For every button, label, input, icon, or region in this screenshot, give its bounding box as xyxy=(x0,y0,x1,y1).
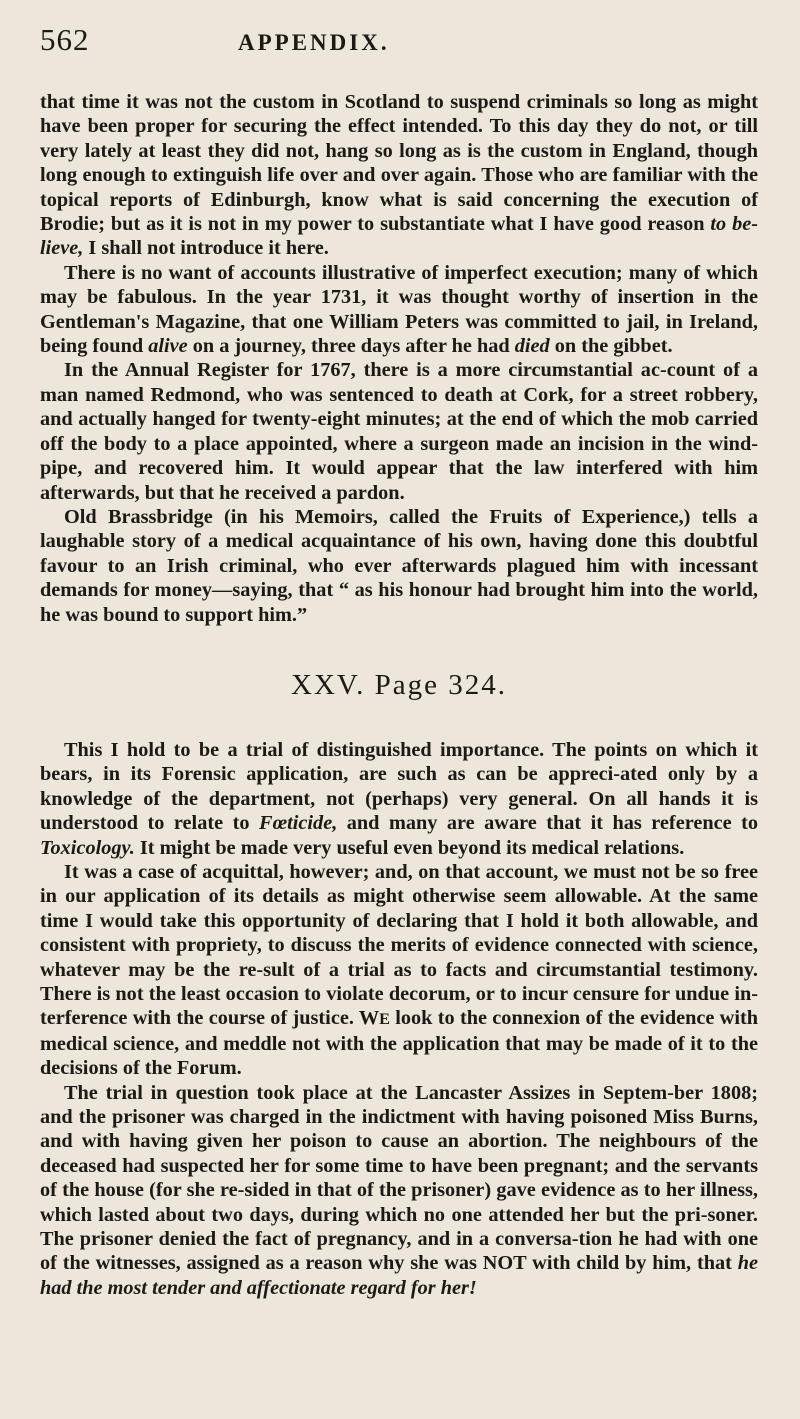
text-segment: It was a case of acquittal, however; and, on that account, we must not be so free in our application of its details as might otherwise seem allowable. At the same time I would take this opportunity of declaring that I hold it both allowable, and consistent with propriety, to discuss the merits of evidence connected with science, whatever may be the re-sult of a trial as to facts and circumstantial testimony. There is not the least occasion to violate decorum, or to incur censure for undue in-terference with the course of justice. W xyxy=(40,860,758,1030)
text-segment: on the gibbet. xyxy=(549,335,673,358)
text-segment: The trial in question took place at the Lancaster Assizes in Septem-ber 1808; and the prisoner was charged in the indictment with having poisoned Miss Burns, and with having given her poison to cause an abortion. The neighbours of the deceased had suspected her for some time to have been pregnant; and the servants of the house (for she re-sided in that of the prisoner) gave evidence as to her illness, which lasted about two days, during which no one attended her but the pri-soner. The prisoner denied the fact of pregnancy, and in a conversa-tion he had with one of the witnesses, assigned as a reason why she was NOT with child by him, that xyxy=(40,1081,758,1275)
italic-text: to be-lieve, xyxy=(40,213,759,260)
paragraph xyxy=(40,738,758,860)
text-segment: on a journey, three days after he had xyxy=(187,335,515,358)
paragraph xyxy=(40,860,758,1081)
text-segment: Old Brassbridge (in his Memoirs, called the Fruits of Experience,) tells a laughable story of a medical acquaintance of his own, having done this doubtful favour to an Irish criminal, who ever afterwards plagued him with incessant demands for money—saying, that “ as his honour had brought him into the world, he was bound to support him.” xyxy=(40,505,758,626)
section-heading: XXV. Page 324. xyxy=(291,668,507,701)
text-segment: look to the connexion of the evidence with medical science, and meddle not with the application that may be made of it to the decisions of the Forum. xyxy=(40,1007,758,1080)
italic-text: Toxicology. xyxy=(40,836,135,859)
body-text-part1 xyxy=(40,90,758,627)
text-segment: and many are aware that it has reference to xyxy=(337,812,758,835)
running-head xyxy=(40,22,758,74)
text-segment: that time it was not the custom in Scotland to suspend criminals so long as might have been proper for securing the effect intended. To this day they do not, or till very lately at least they did not, hang so long as is the custom in England, though long enough to extinguish life over and over again. Those who are familiar with the topical reports of Edinburgh, know what is said concerning the execution of Brodie; but as it is not in my power to substantiate what I have good reason xyxy=(40,91,758,236)
text-segment: I shall not introduce it here. xyxy=(83,237,329,260)
italic-text: died xyxy=(514,335,550,358)
italic-text: Fœticide, xyxy=(258,812,338,835)
text-segment: In the Annual Register for 1767, there is a more circumstantial ac-count of a man named Redmond, who was sentenced to death at Cork, for a street robbery, and actually hanged for twenty-eight minutes; at the end of which the mob carried off the body to a place appointed, where a surgeon made an incision in the wind-pipe, and recovered him. It would appear that the law interfered with him afterwards, but that he received a pardon. xyxy=(40,359,758,504)
italic-text: he had the most tender and affectionate regard for her! xyxy=(40,1252,758,1299)
italic-text: alive xyxy=(148,335,188,358)
text-segment: It might be made very useful even beyond its medical relations. xyxy=(134,836,685,859)
text-segment: This I hold to be a trial of distinguished importance. The points on which it bears, in its Forensic application, are such as can be appreci-ated only by a knowledge of the department, not (perhaps) very general. On all hands it is understood to relate to xyxy=(40,738,758,835)
header-title: APPENDIX. xyxy=(238,30,390,55)
body-text-part2 xyxy=(40,738,758,1300)
page-number: 562 xyxy=(40,22,90,57)
paragraph xyxy=(40,261,758,359)
text-segment: E xyxy=(379,1010,390,1029)
paragraph xyxy=(40,505,758,627)
paragraph xyxy=(40,1081,758,1301)
text-segment: There is no want of accounts illustrative of imperfect execution; many of which may be fabulous. In the year 1731, it was thought worthy of insertion in the Gentleman's Magazine, that one William Peters was committed to jail, in Ireland, being found xyxy=(40,261,758,358)
paragraph xyxy=(40,358,758,504)
paragraph xyxy=(40,90,758,261)
